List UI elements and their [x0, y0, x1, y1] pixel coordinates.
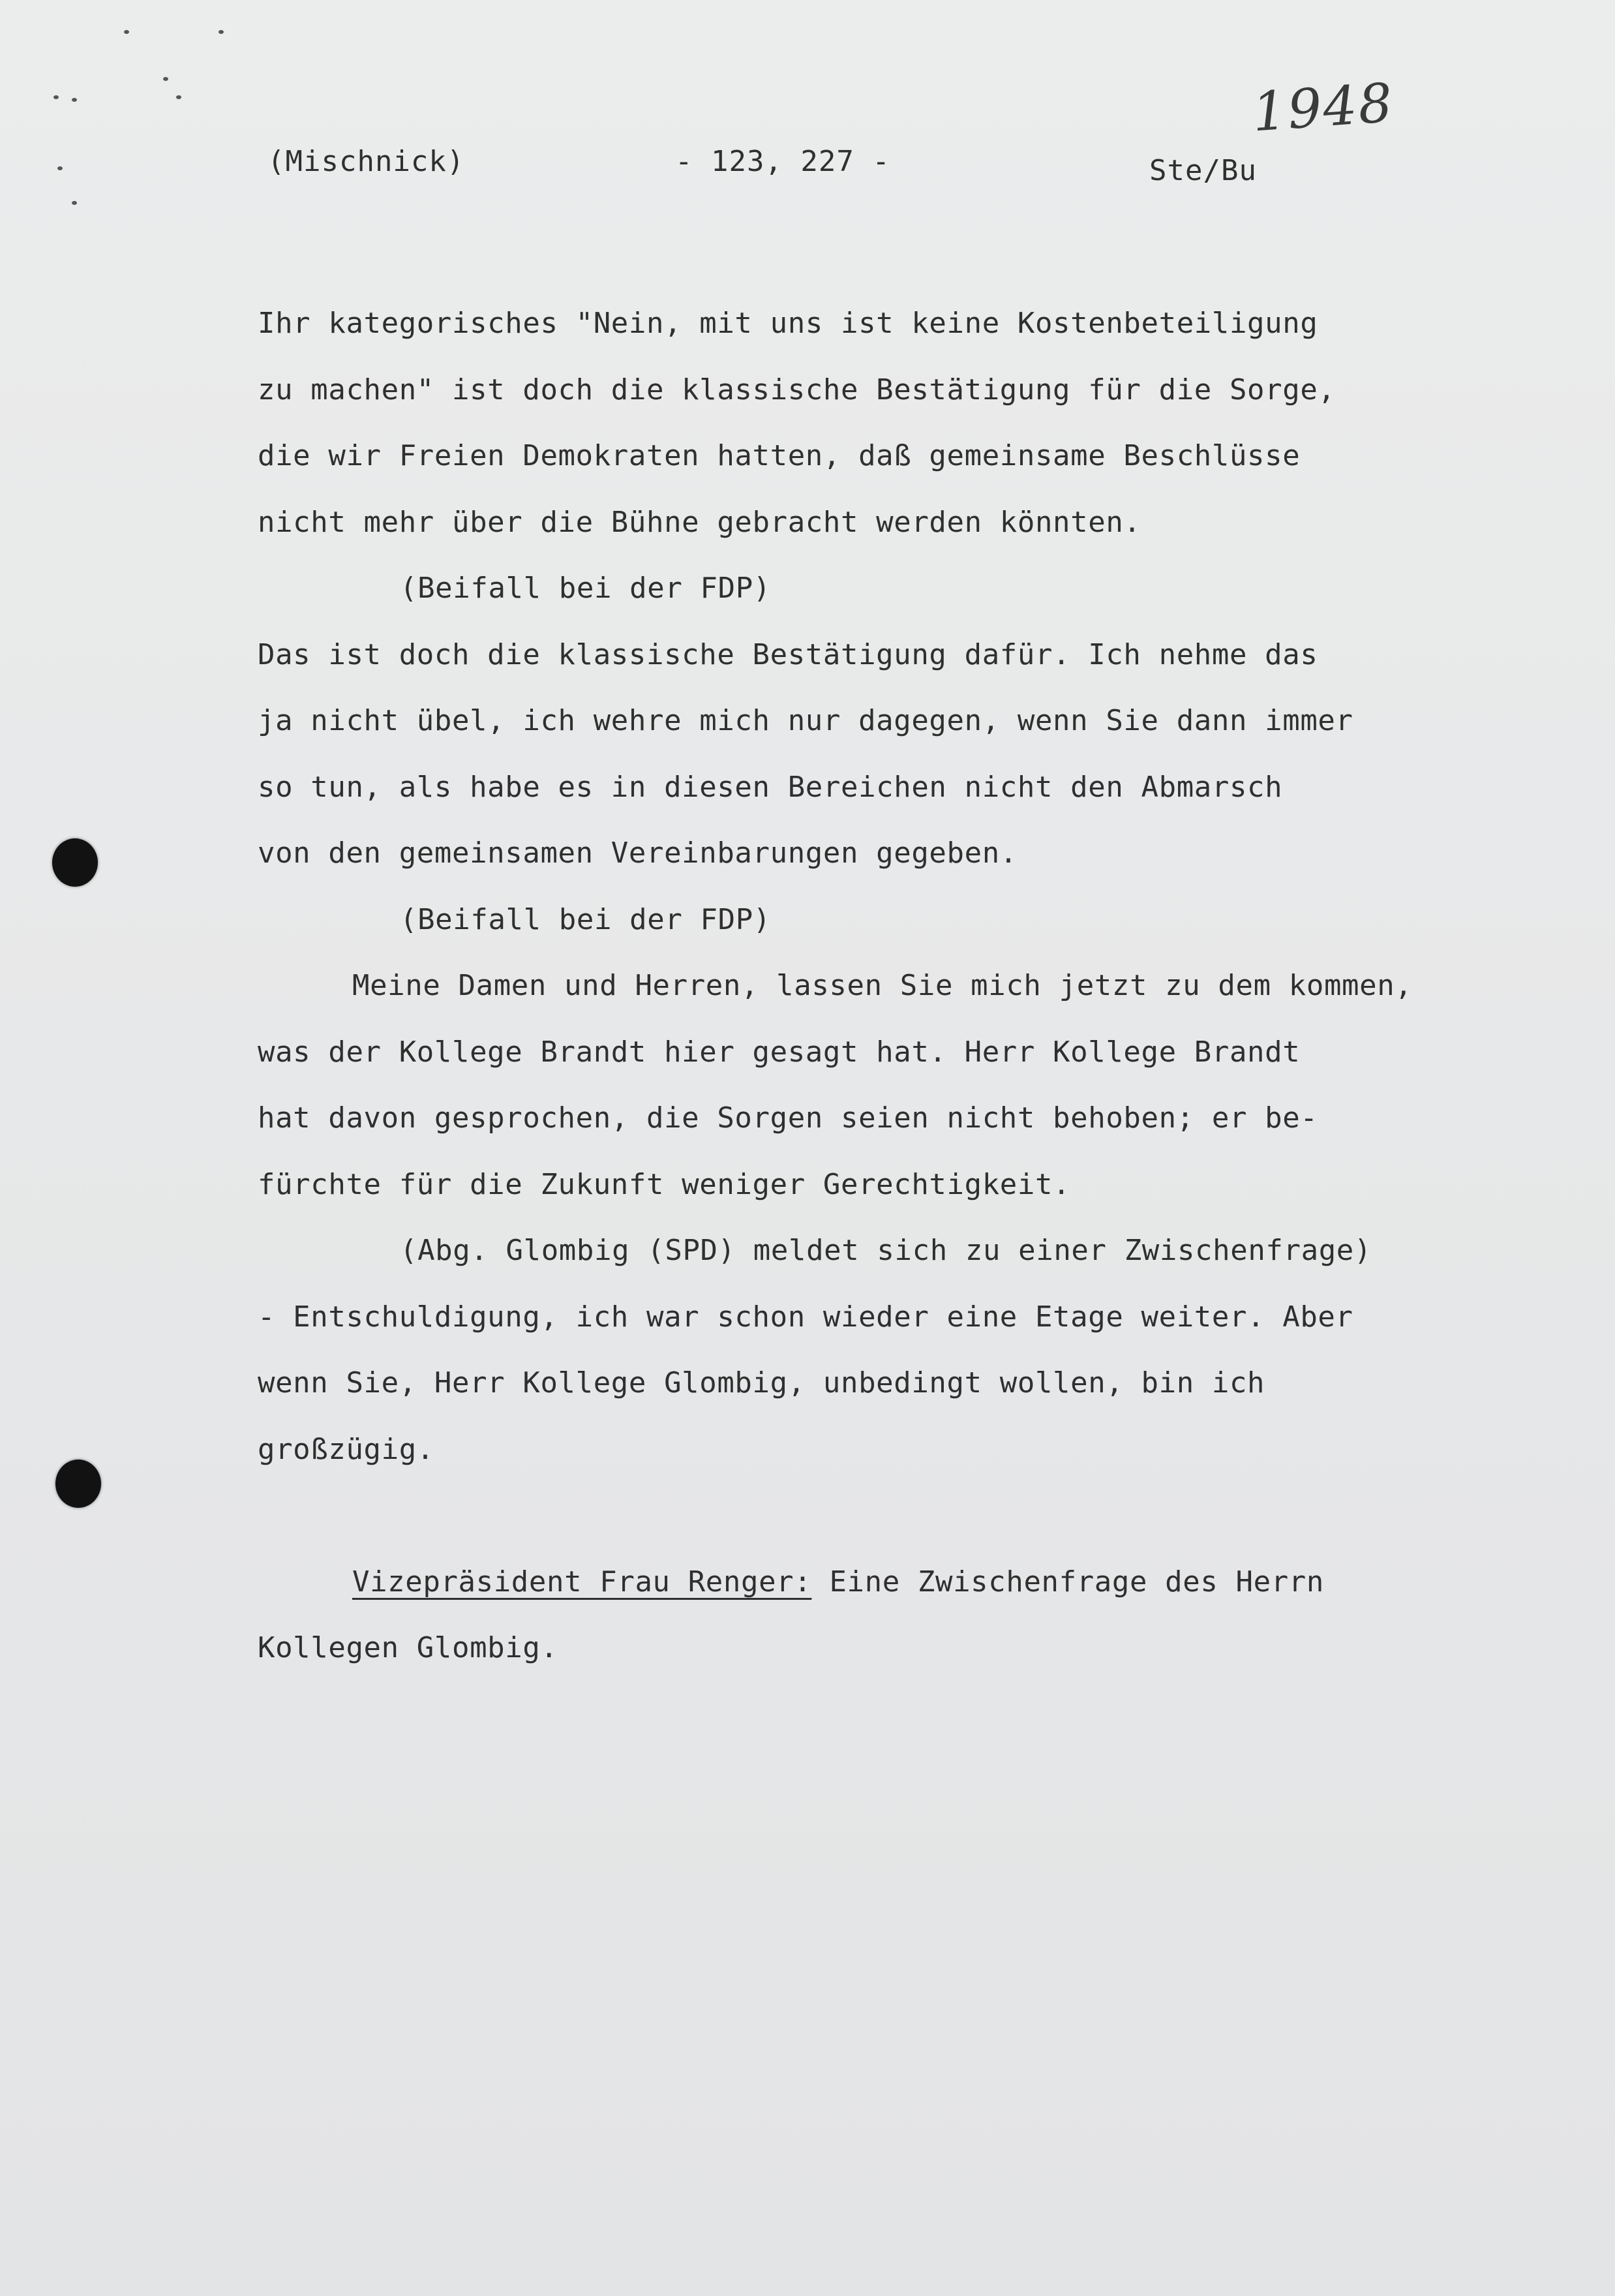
- applause-note: (Beifall bei der FDP): [400, 572, 771, 605]
- text-line: Kollegen Glombig.: [258, 1631, 558, 1664]
- text-line: was der Kollege Brandt hier gesagt hat. Herr Kollege Brandt: [258, 1035, 1301, 1069]
- text-line: ja nicht übel, ich wehre mich nur dagegen, wenn Sie dann immer: [258, 704, 1353, 737]
- paper-speck: [53, 95, 59, 99]
- paper-speck: [176, 95, 181, 99]
- paper-speck: [72, 98, 77, 102]
- text-line: Meine Damen und Herren, lassen Sie mich jetzt zu dem kommen,: [352, 969, 1413, 1002]
- typist-initials: Ste/Bu: [1149, 154, 1257, 187]
- text-line: hat davon gesprochen, die Sorgen seien nicht behoben; er be-: [258, 1101, 1318, 1135]
- punch-hole-top: [52, 838, 98, 887]
- handwritten-page-number: 1948: [1250, 72, 1396, 144]
- text-line: nicht mehr über die Bühne gebracht werden könnten.: [258, 505, 1141, 539]
- paper-speck: [72, 201, 77, 205]
- page-reference: - 123, 227 -: [675, 145, 890, 178]
- text-line: fürchte für die Zukunft weniger Gerechtigkeit.: [258, 1167, 1071, 1201]
- president-line: [258, 1549, 1588, 1615]
- text-line: Das ist doch die klassische Bestätigung dafür. Ich nehme das: [258, 637, 1318, 671]
- text-line: von den gemeinsamen Vereinbarungen gegeben.: [258, 836, 1018, 870]
- applause-note: (Beifall bei der FDP): [400, 902, 771, 936]
- president-label: Vizepräsident Frau Renger:: [352, 1565, 812, 1599]
- text-line: zu machen" ist doch die klassische Bestätigung für die Sorge,: [258, 373, 1336, 406]
- speaker-header: (Mischnick): [267, 145, 465, 178]
- text-line: wenn Sie, Herr Kollege Glombig, unbedingt wollen, bin ich: [258, 1366, 1265, 1400]
- text-line: Ihr kategorisches "Nein, mit uns ist keine Kostenbeteiligung: [258, 307, 1318, 340]
- paper-speck: [163, 77, 168, 81]
- paper-speck: [219, 30, 224, 34]
- text-line: großzügig.: [258, 1432, 434, 1466]
- punch-hole-bottom: [55, 1460, 101, 1508]
- interjection-note: (Abg. Glombig (SPD) meldet sich zu einer Zwischenfrage): [400, 1234, 1372, 1267]
- president-text: Eine Zwischenfrage des Herrn: [811, 1565, 1324, 1599]
- blank-line: [258, 1482, 1588, 1549]
- transcript-body: [258, 290, 1588, 1681]
- paper-speck: [57, 166, 63, 170]
- text-line: die wir Freien Demokraten hatten, daß gemeinsame Beschlüsse: [258, 439, 1301, 472]
- paper-speck: [124, 30, 129, 34]
- text-line: - Entschuldigung, ich war schon wieder eine Etage weiter. Aber: [258, 1300, 1353, 1334]
- text-line: so tun, als habe es in diesen Bereichen nicht den Abmarsch: [258, 770, 1283, 804]
